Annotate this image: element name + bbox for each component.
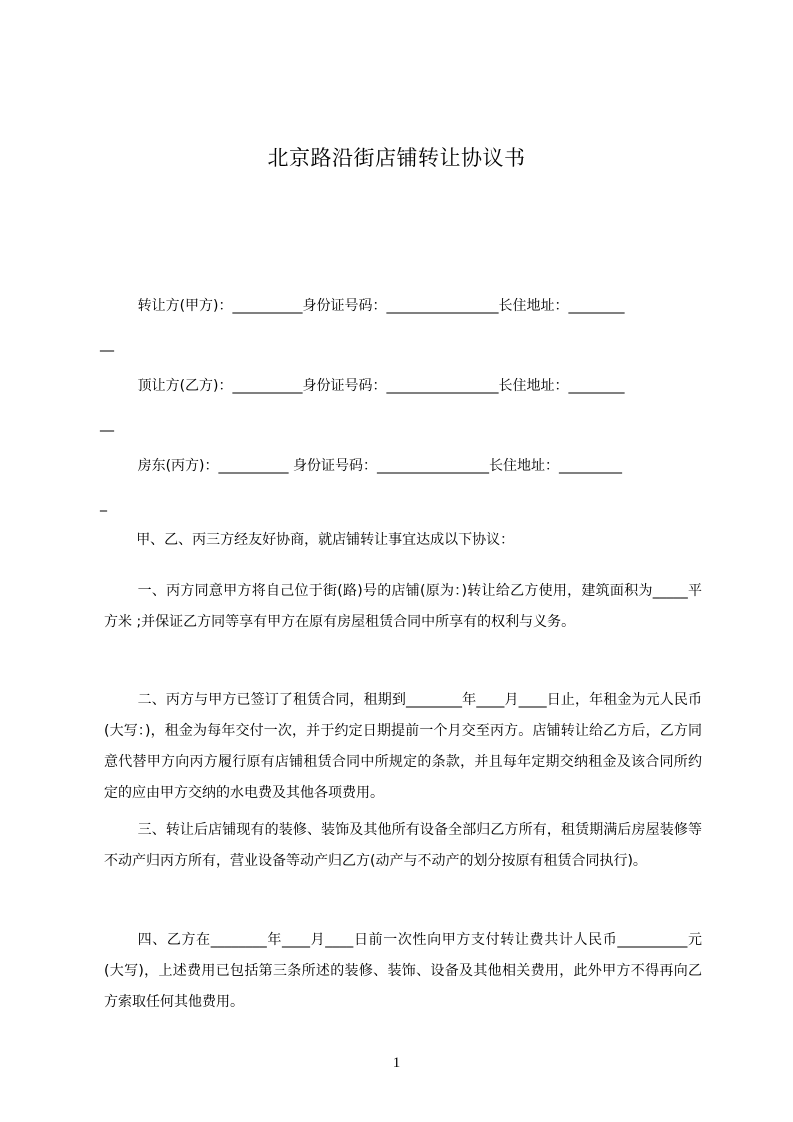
party-transferor-wrap: __ [100, 336, 114, 352]
party-transferee-wrap: __ [100, 416, 114, 432]
clause-1 [104, 576, 702, 638]
intro-paragraph [104, 525, 702, 556]
clause-2-text: 二、丙方与甲方已签订了租赁合同，租期到________年____月____日止，年租金为元人民币(大写：)，租金为每年交付一次，并于约定日期提前一个月交至丙方。店铺转让给乙方后，乙方同意代替甲方向丙方履行原有店铺租赁合同中所规定的条款，并且每年定期交纳租金及该合同所约定的应由甲方交纳的水电费及其他各项费用。 [104, 692, 702, 801]
party-transferee-line: 顶让方(乙方)：__________身份证号码：________________长住地址：________ [137, 378, 625, 394]
document-title: 北京路沿街店铺转让协议书 [267, 146, 526, 170]
clause-3-text: 三、转让后店铺现有的装修、装饰及其他所有设备全部归乙方所有，租赁期满后房屋装修等不动产归丙方所有，营业设备等动产归乙方(动产与不动产的划分按原有租赁合同执行)。 [104, 822, 702, 869]
clause-4 [104, 925, 702, 1018]
clause-1-text: 一、丙方同意甲方将自己位于街(路)号的店铺(原为：)转让给乙方使用，建筑面积为_____平方米 ;并保证乙方同等享有甲方在原有房屋租赁合同中所享有的权利与义务。 [104, 583, 702, 630]
party-landlord-line: 房东(丙方)：__________ 身份证号码：________________长住地址：_________ [137, 458, 622, 474]
party-transferor-line: 转让方(甲方)：__________身份证号码：________________长住地址：________ [137, 298, 625, 314]
party-transferor [100, 287, 702, 363]
clause-4-text: 四、乙方在________年____月____日前一次性向甲方支付转让费共计人民币__________元(大写)，上述费用已包括第三条所述的装修、装饰、设备及其他相关费用，此外甲方不得再向乙方索取任何其他费用。 [104, 932, 702, 1010]
clause-3 [104, 815, 702, 877]
party-landlord-wrap: _ [100, 496, 107, 512]
party-transferee [100, 367, 702, 443]
clause-2 [104, 685, 702, 809]
intro-text: 甲、乙、丙三方经友好协商，就店铺转让事宜达成以下协议： [136, 532, 515, 548]
party-landlord [100, 447, 702, 523]
page-number: 1 [392, 1055, 401, 1071]
